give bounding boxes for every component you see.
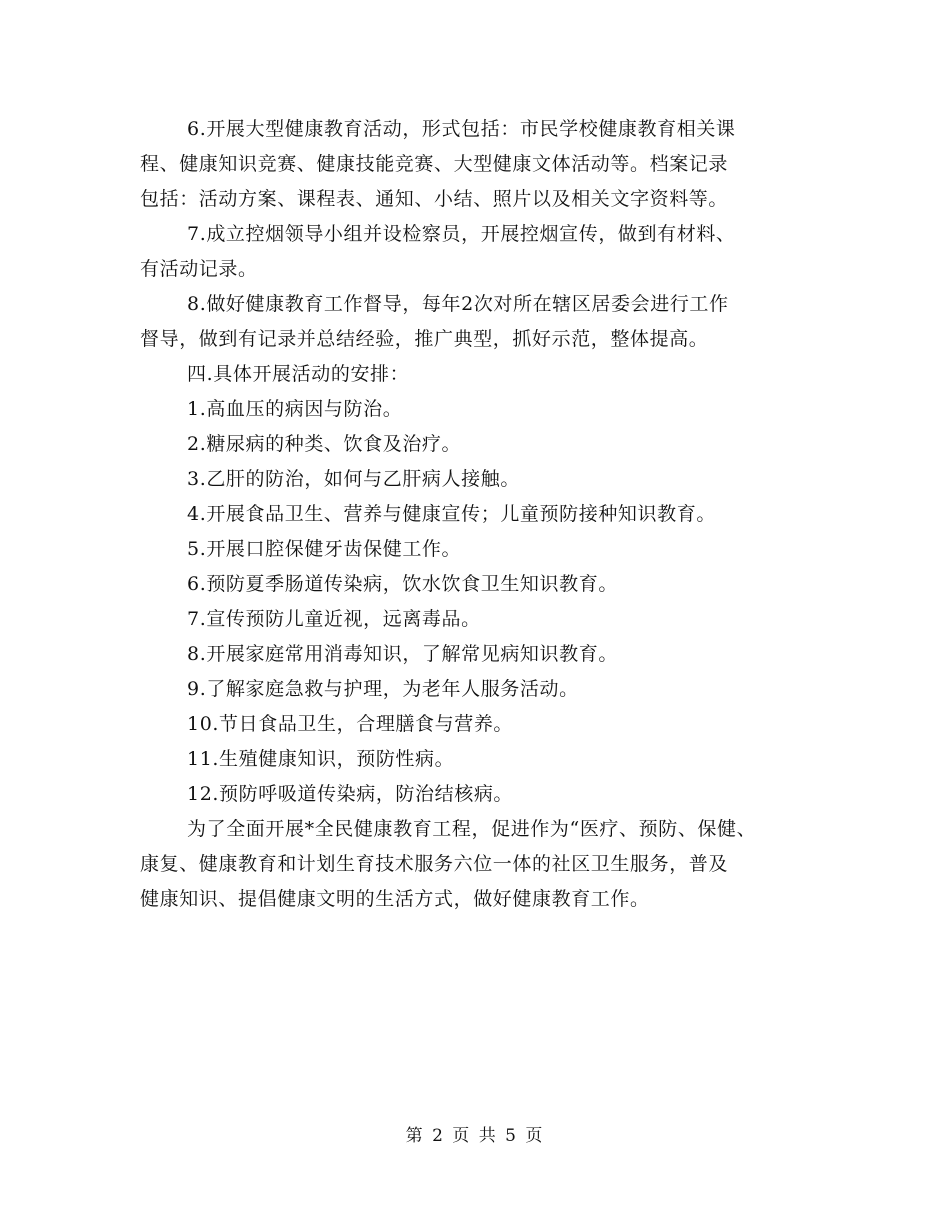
text-line: 6.预防夏季肠道传染病，饮水饮食卫生知识教育。: [187, 573, 618, 595]
text-line: 12.预防呼吸道传染病，防治结核病。: [187, 783, 514, 805]
text-line: 健康知识、提倡健康文明的生活方式，做好健康教育工作。: [140, 888, 650, 910]
text-line: 3.乙肝的防治，如何与乙肝病人接触。: [187, 468, 520, 490]
text-line: 督导，做到有记录并总结经验，推广典型，抓好示范，整体提高。: [140, 328, 709, 350]
text-line: 7.宣传预防儿童近视，远离毒品。: [187, 608, 481, 630]
text-line: 8.开展家庭常用消毒知识，了解常见病知识教育。: [187, 643, 618, 665]
text-line: 10.节日食品卫生，合理膳食与营养。: [187, 713, 514, 735]
text-line: 6.开展大型健康教育活动，形式包括：市民学校健康教育相关课: [187, 118, 736, 140]
document-body: [140, 112, 830, 917]
text-line: 11.生殖健康知识，预防性病。: [187, 748, 455, 770]
text-line: 康复、健康教育和计划生育技术服务六位一体的社区卫生服务，普及: [140, 853, 729, 875]
text-line: 程、健康知识竞赛、健康技能竞赛、大型健康文体活动等。档案记录: [140, 153, 729, 175]
text-line: 包括：活动方案、课程表、通知、小结、照片以及相关文字资料等。: [140, 188, 729, 210]
text-line: 有活动记录。: [140, 258, 258, 280]
text-line: 5.开展口腔保健牙齿保健工作。: [187, 538, 462, 560]
text-line: 2.糖尿病的种类、饮食及治疗。: [187, 433, 462, 455]
page-footer: [0, 1124, 950, 1148]
page-number-label: 第 2 页 共 5 页: [405, 1126, 545, 1146]
text-line: 9.了解家庭急救与护理，为老年人服务活动。: [187, 678, 579, 700]
text-line: 为了全面开展*全民健康教育工程，促进作为“医疗、预防、保健、: [187, 818, 757, 840]
text-line: 1.高血压的病因与防治。: [187, 398, 403, 420]
text-line: 4.开展食品卫生、营养与健康宣传；儿童预防接种知识教育。: [187, 503, 716, 525]
text-line: 7.成立控烟领导小组并设检察员，开展控烟宣传，做到有材料、: [187, 223, 736, 245]
text-line: 四.具体开展活动的安排：: [187, 363, 410, 385]
text-line: 8.做好健康教育工作督导，每年2次对所在辖区居委会进行工作: [187, 293, 729, 315]
